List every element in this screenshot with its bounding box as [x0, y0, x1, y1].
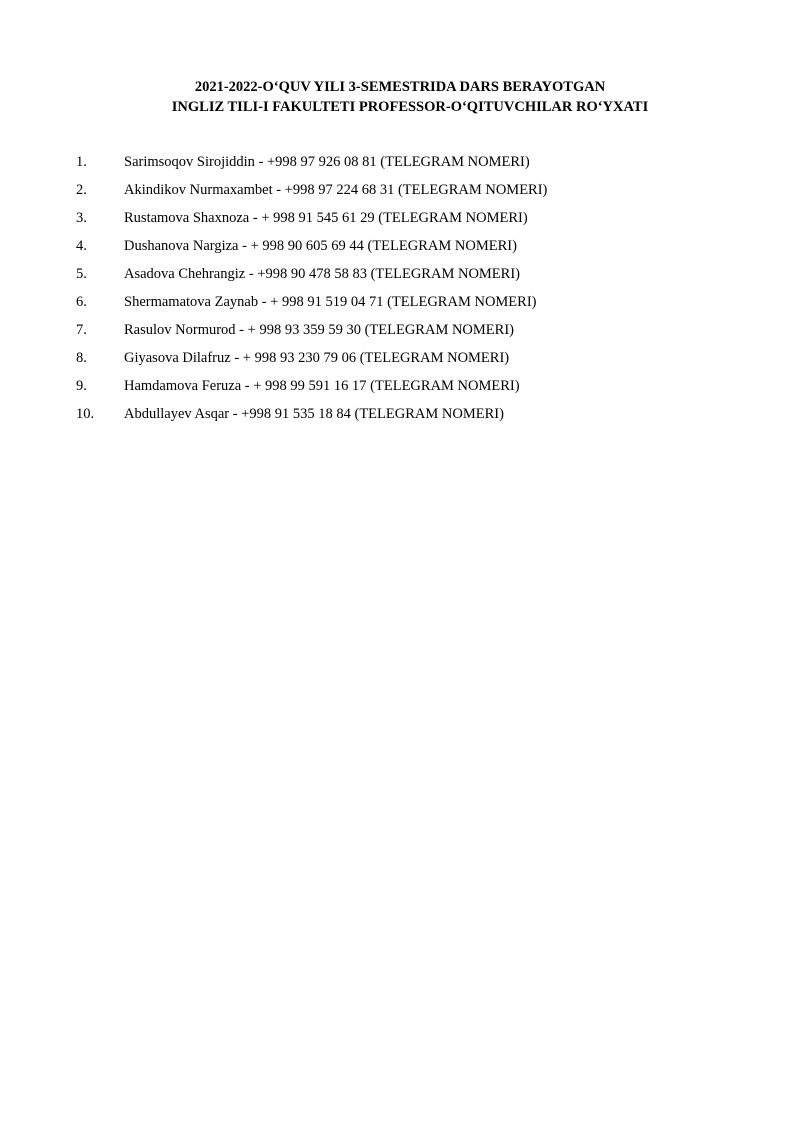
list-item-text: Rustamova Shaxnoza - + 998 91 545 61 29 (TELEGRAM NOMERI) — [124, 210, 528, 226]
list-item-text: Asadova Chehrangiz - +998 90 478 58 83 (TELEGRAM NOMERI) — [124, 266, 520, 282]
list-item — [0, 152, 800, 180]
list-item — [0, 292, 800, 320]
list-item-text: Rasulov Normurod - + 998 93 359 59 30 (TELEGRAM NOMERI) — [124, 322, 514, 338]
list-item-number: 10. — [76, 406, 95, 422]
list-item-number: 8. — [76, 350, 87, 366]
list-item-text: Abdullayev Asqar - +998 91 535 18 84 (TELEGRAM NOMERI) — [124, 406, 504, 422]
list-item — [0, 404, 800, 432]
document-title-line-2: INGLIZ TILI-I FAKULTETI PROFESSOR-O‘QITUVCHILAR RO‘YXATI — [171, 99, 649, 115]
list-item-number: 9. — [76, 378, 87, 394]
list-item-number: 6. — [76, 294, 87, 310]
list-item-text: Sarimsoqov Sirojiddin - +998 97 926 08 81 (TELEGRAM NOMERI) — [124, 154, 530, 170]
list-item — [0, 348, 800, 376]
list-item-number: 2. — [76, 182, 87, 198]
list-item — [0, 264, 800, 292]
list-item — [0, 236, 800, 264]
list-item-number: 5. — [76, 266, 87, 282]
list-item — [0, 320, 800, 348]
list-item-text: Hamdamova Feruza - + 998 99 591 16 17 (TELEGRAM NOMERI) — [124, 378, 520, 394]
document-title-line-1: 2021-2022-O‘QUV YILI 3-SEMESTRIDA DARS BERAYOTGAN — [194, 79, 606, 95]
list-item-text: Giyasova Dilafruz - + 998 93 230 79 06 (TELEGRAM NOMERI) — [124, 350, 510, 366]
list-item-number: 4. — [76, 238, 87, 254]
list-item-number: 7. — [76, 322, 87, 338]
list-item-number: 1. — [76, 154, 87, 170]
list-item — [0, 208, 800, 236]
list-item-number: 3. — [76, 210, 87, 226]
staff-list — [0, 152, 800, 432]
list-item — [0, 376, 800, 404]
list-item-text: Dushanova Nargiza - + 998 90 605 69 44 (TELEGRAM NOMERI) — [124, 238, 517, 254]
list-item — [0, 180, 800, 208]
list-item-text: Akindikov Nurmaxambet - +998 97 224 68 31 (TELEGRAM NOMERI) — [124, 182, 548, 198]
list-item-text: Shermamatova Zaynab - + 998 91 519 04 71 (TELEGRAM NOMERI) — [124, 294, 537, 310]
